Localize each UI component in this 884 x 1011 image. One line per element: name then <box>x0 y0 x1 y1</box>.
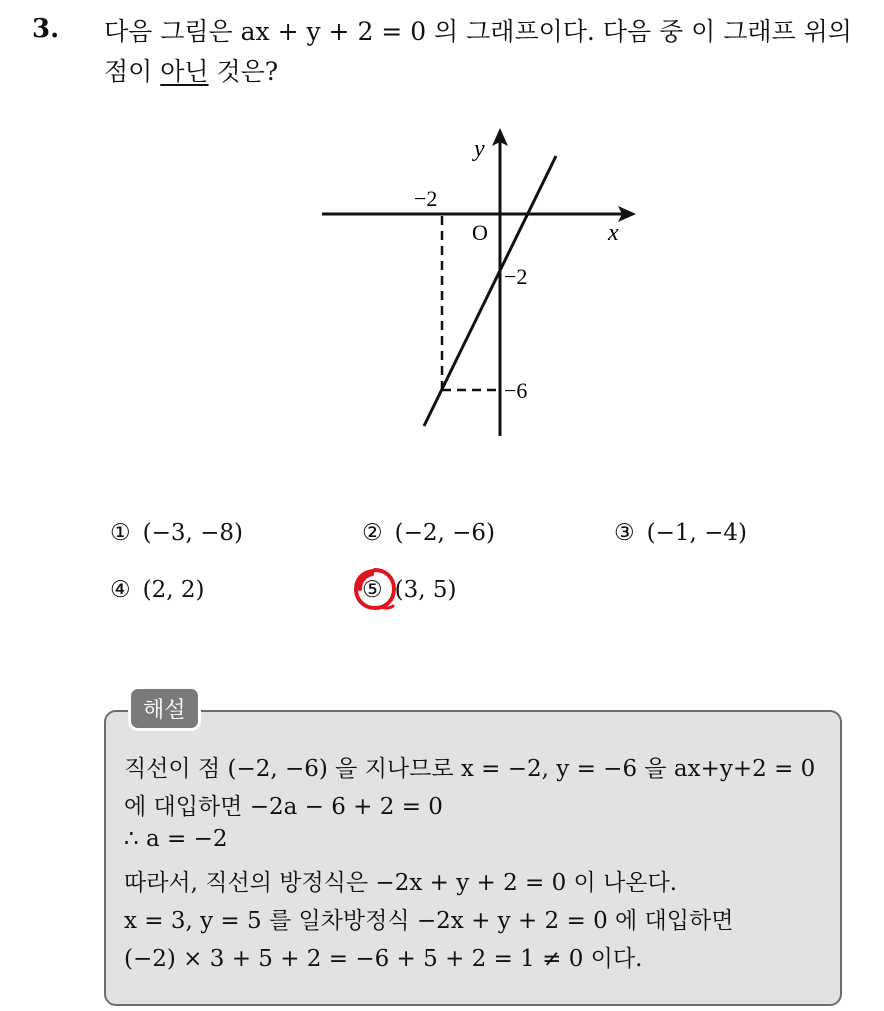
x-tick-label: −2 <box>414 186 438 211</box>
question-text-part: 점이 <box>104 57 161 86</box>
choice-number: ⑤ <box>362 577 383 603</box>
choice-text: (3, 5) <box>394 577 457 603</box>
choice-2[interactable] <box>362 520 495 546</box>
choice-4[interactable] <box>110 577 204 603</box>
choice-3[interactable] <box>614 520 747 546</box>
solution-line-1: 직선이 점 (−2, −6) 을 지나므로 x = −2, y = −6 을 ax+y+2 = 0 <box>124 756 816 782</box>
origin-label: O <box>472 220 488 245</box>
choice-text: (2, 2) <box>142 577 205 603</box>
choice-number: ② <box>362 520 383 546</box>
solution-line-2: 에 대입하면 −2a − 6 + 2 = 0 <box>124 794 443 820</box>
solution-line-6: (−2) × 3 + 5 + 2 = −6 + 5 + 2 = 1 ≠ 0 이다. <box>124 946 643 972</box>
solution-line-4: 따라서, 직선의 방정식은 −2x + y + 2 = 0 이 나온다. <box>124 870 678 896</box>
choice-number: ④ <box>110 577 131 603</box>
solution-line-3: ∴ a = −2 <box>124 826 228 852</box>
solution-line-5: x = 3, y = 5 를 일차방정식 −2x + y + 2 = 0 에 대입하면 <box>124 908 734 934</box>
question-text-line2 <box>104 52 278 88</box>
choice-text: (−3, −8) <box>142 520 244 546</box>
choice-number: ① <box>110 520 131 546</box>
choice-1[interactable] <box>110 520 243 546</box>
x-axis-label: x <box>608 220 619 246</box>
y-tick-label-2: −6 <box>504 378 528 403</box>
y-tick-label-1: −2 <box>504 264 528 289</box>
question-number: 3. <box>32 14 60 44</box>
underlined-word: 아닌 <box>160 57 209 86</box>
choice-text: (−1, −4) <box>646 520 748 546</box>
choice-number: ③ <box>614 520 635 546</box>
y-axis-label: y <box>474 136 485 162</box>
graph-line <box>424 156 556 426</box>
question-text-part: 것은? <box>208 57 279 86</box>
choice-text: (−2, −6) <box>394 520 496 546</box>
question-text-line1: 다음 그림은 ax + y + 2 = 0 의 그래프이다. 다음 중 이 그래프 위의 <box>104 17 852 46</box>
solution-tag: 해설 <box>128 686 201 731</box>
answer-circle-icon <box>352 566 398 612</box>
line-graph <box>310 120 650 440</box>
